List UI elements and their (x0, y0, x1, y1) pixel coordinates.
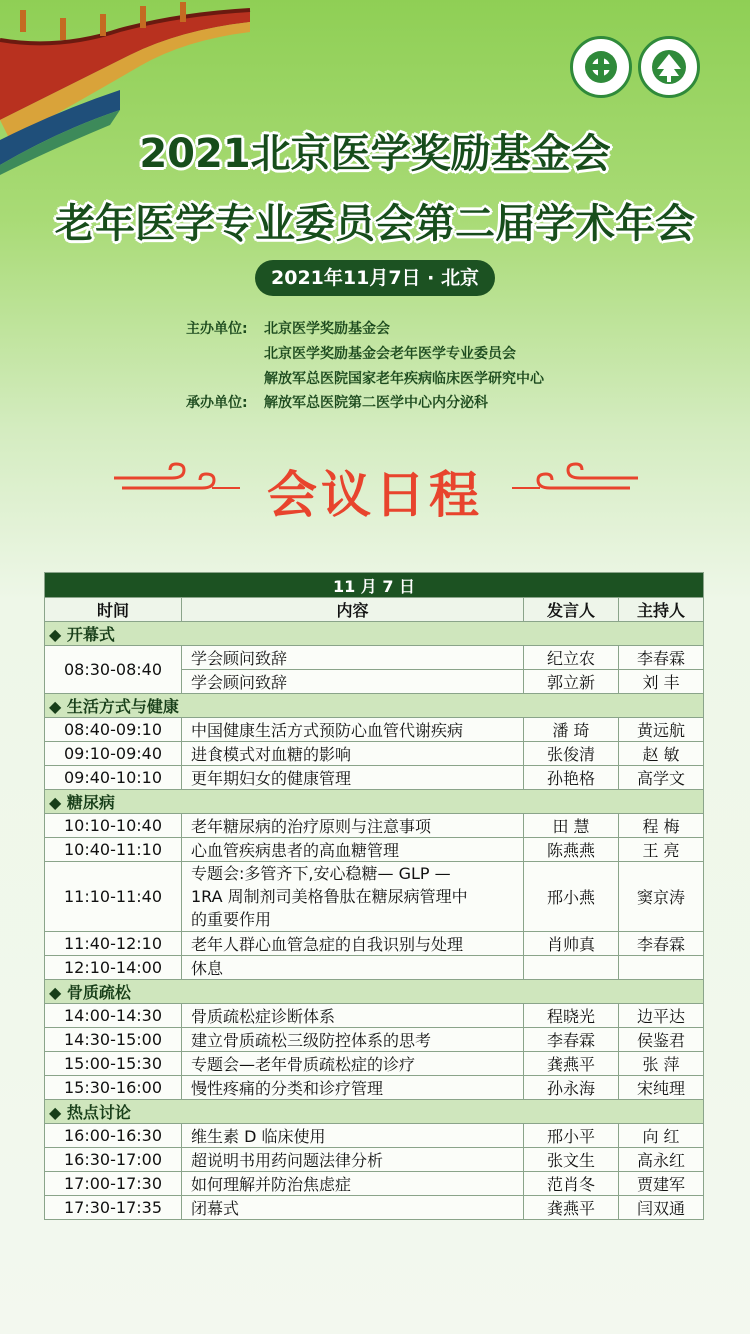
table-row (45, 814, 704, 838)
time-cell: 11:10-11:40 (45, 862, 182, 932)
speaker-cell: 张文生 (524, 1148, 619, 1172)
section-label: ◆ 热点讨论 (45, 1100, 704, 1124)
table-row (45, 956, 704, 980)
topic-cell: 休息 (182, 956, 524, 980)
table-row (45, 862, 704, 932)
section-label: ◆ 糖尿病 (45, 790, 704, 814)
host-cell: 李春霖 (619, 646, 704, 670)
speaker-cell: 纪立农 (524, 646, 619, 670)
topic-cell: 骨质疏松症诊断体系 (182, 1004, 524, 1028)
time-cell: 15:30-16:00 (45, 1076, 182, 1100)
column-header-row (45, 598, 704, 622)
topic-cell: 闭幕式 (182, 1196, 524, 1220)
header-speaker: 发言人 (524, 598, 619, 622)
host-cell: 贾建军 (619, 1172, 704, 1196)
speaker-cell: 张俊清 (524, 742, 619, 766)
host-cell: 闫双通 (619, 1196, 704, 1220)
host-cell: 侯鉴君 (619, 1028, 704, 1052)
organizer-line: 解放军总医院国家老年疾病临床医学研究中心 (264, 371, 544, 387)
topic-line: 专题会:多管齐下,安心稳糖— GLP — (191, 864, 451, 883)
time-cell: 09:10-09:40 (45, 742, 182, 766)
speaker-cell: 李春霖 (524, 1028, 619, 1052)
table-row (45, 742, 704, 766)
topic-cell: 进食模式对血糖的影响 (182, 742, 524, 766)
host-cell: 赵 敏 (619, 742, 704, 766)
speaker-cell: 龚燕平 (524, 1052, 619, 1076)
section-row (45, 790, 704, 814)
time-cell: 16:00-16:30 (45, 1124, 182, 1148)
speaker-cell: 孙永海 (524, 1076, 619, 1100)
topic-cell: 心血管疾病患者的高血糖管理 (182, 838, 524, 862)
speaker-cell: 田 慧 (524, 814, 619, 838)
time-cell: 08:30-08:40 (45, 646, 182, 694)
section-row (45, 694, 704, 718)
topic-cell: 学会顾问致辞 (182, 646, 524, 670)
speaker-cell: 郭立新 (524, 670, 619, 694)
section-label: ◆ 生活方式与健康 (45, 694, 704, 718)
speaker-cell: 孙艳格 (524, 766, 619, 790)
host-cell: 黄远航 (619, 718, 704, 742)
time-cell: 12:10-14:00 (45, 956, 182, 980)
time-cell: 09:40-10:10 (45, 766, 182, 790)
host-cell: 王 亮 (619, 838, 704, 862)
section-row (45, 1100, 704, 1124)
table-row (45, 766, 704, 790)
topic-cell: 超说明书用药问题法律分析 (182, 1148, 524, 1172)
table-row (45, 1196, 704, 1220)
topic-cell: 建立骨质疏松三级防控体系的思考 (182, 1028, 524, 1052)
time-cell: 10:10-10:40 (45, 814, 182, 838)
host-cell: 宋纯理 (619, 1076, 704, 1100)
speaker-cell: 程晓光 (524, 1004, 619, 1028)
section-row (45, 622, 704, 646)
table-row (45, 1124, 704, 1148)
host-cell: 张 萍 (619, 1052, 704, 1076)
table-row (45, 1076, 704, 1100)
schedule-heading: 会议日程 (267, 466, 483, 524)
table-row (45, 838, 704, 862)
speaker-cell: 陈燕燕 (524, 838, 619, 862)
topic-cell: 更年期妇女的健康管理 (182, 766, 524, 790)
table-row (45, 1148, 704, 1172)
speaker-cell (524, 956, 619, 980)
topic-cell: 老年人群心血管急症的自我识别与处理 (182, 932, 524, 956)
table-row (45, 1052, 704, 1076)
topic-cell: 学会顾问致辞 (182, 670, 524, 694)
speaker-cell: 潘 琦 (524, 718, 619, 742)
title-line-1: 2021北京医学奖励基金会 (139, 131, 611, 177)
time-cell: 08:40-09:10 (45, 718, 182, 742)
speaker-cell: 范肖冬 (524, 1172, 619, 1196)
table-row (45, 1172, 704, 1196)
header-time: 时间 (45, 598, 182, 622)
host-cell: 边平达 (619, 1004, 704, 1028)
time-cell: 11:40-12:10 (45, 932, 182, 956)
host-cell: 刘 丰 (619, 670, 704, 694)
topic-cell: 维生素 D 临床使用 (182, 1124, 524, 1148)
host-cell: 李春霖 (619, 932, 704, 956)
cloud-ornament-right (510, 462, 640, 496)
speaker-cell: 龚燕平 (524, 1196, 619, 1220)
table-row (45, 718, 704, 742)
table-row (45, 1004, 704, 1028)
time-cell: 17:00-17:30 (45, 1172, 182, 1196)
host-cell: 高永红 (619, 1148, 704, 1172)
topic-line: 的重要作用 (191, 910, 272, 929)
organizer-line: 主办单位: 北京医学奖励基金会 (186, 321, 390, 337)
topic-cell: 中国健康生活方式预防心血管代谢疾病 (182, 718, 524, 742)
table-row (45, 646, 704, 670)
host-cell: 程 梅 (619, 814, 704, 838)
host-cell: 高学文 (619, 766, 704, 790)
time-cell: 14:00-14:30 (45, 1004, 182, 1028)
section-label: ◆ 开幕式 (45, 622, 704, 646)
topic-cell: 专题会—老年骨质疏松症的诊疗 (182, 1052, 524, 1076)
foundation-logo (570, 36, 632, 98)
section-label: ◆ 骨质疏松 (45, 980, 704, 1004)
host-cell: 窦京涛 (619, 862, 704, 932)
header-content: 内容 (182, 598, 524, 622)
topic-cell (182, 862, 524, 932)
table-row (45, 1028, 704, 1052)
time-cell: 16:30-17:00 (45, 1148, 182, 1172)
time-cell: 14:30-15:00 (45, 1028, 182, 1052)
day-header-row (45, 573, 704, 598)
table-row (45, 932, 704, 956)
speaker-cell: 邢小燕 (524, 862, 619, 932)
topic-line: 1RA 周制剂司美格鲁肽在糖尿病管理中 (191, 887, 468, 906)
section-row (45, 980, 704, 1004)
speaker-cell: 邢小平 (524, 1124, 619, 1148)
schedule-table (44, 572, 704, 1220)
topic-cell: 如何理解并防治焦虑症 (182, 1172, 524, 1196)
committee-logo (638, 36, 700, 98)
title-line-2: 老年医学专业委员会第二届学术年会 (55, 201, 695, 247)
host-cell: 向 红 (619, 1124, 704, 1148)
date-location-badge: 2021年11月7日 · 北京 (255, 260, 495, 296)
time-cell: 17:30-17:35 (45, 1196, 182, 1220)
topic-cell: 老年糖尿病的治疗原则与注意事项 (182, 814, 524, 838)
organizer-line: 北京医学奖励基金会老年医学专业委员会 (264, 346, 516, 362)
time-cell: 10:40-11:10 (45, 838, 182, 862)
day-label: 11 月 7 日 (45, 573, 704, 598)
topic-cell: 慢性疼痛的分类和诊疗管理 (182, 1076, 524, 1100)
header-host: 主持人 (619, 598, 704, 622)
speaker-cell: 肖帅真 (524, 932, 619, 956)
organizer-line: 承办单位: 解放军总医院第二医学中心内分泌科 (186, 395, 488, 411)
time-cell: 15:00-15:30 (45, 1052, 182, 1076)
host-cell (619, 956, 704, 980)
